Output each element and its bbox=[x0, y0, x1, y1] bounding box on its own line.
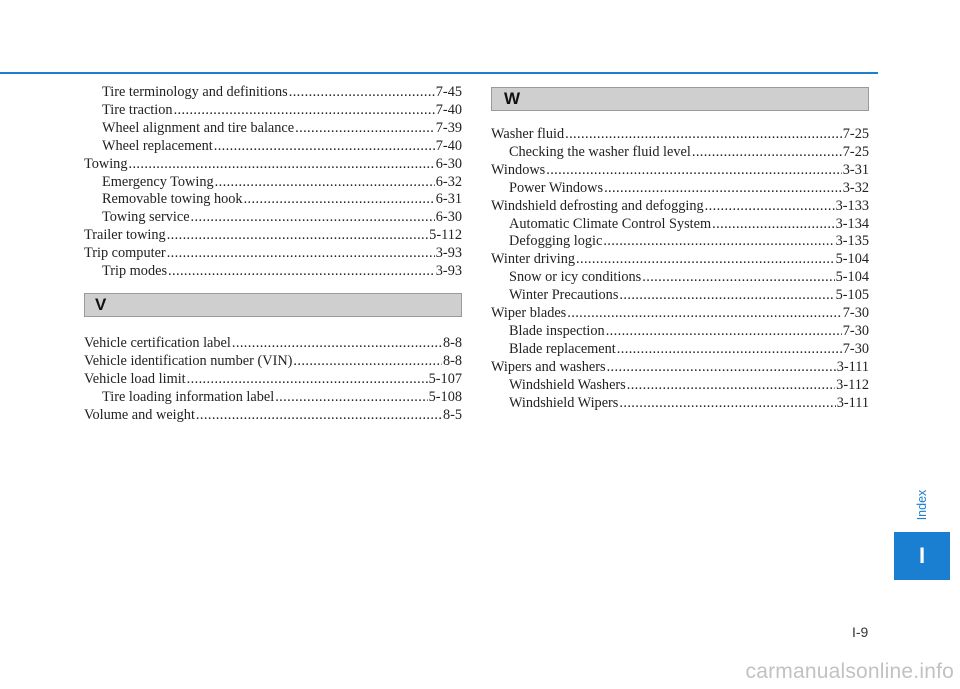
dot-leader bbox=[692, 144, 842, 162]
dot-leader bbox=[293, 353, 442, 371]
section-header-w bbox=[491, 87, 869, 111]
index-entry bbox=[84, 227, 462, 245]
entry-page-number: 3-93 bbox=[435, 245, 462, 262]
entry-text: Wipers and washers bbox=[491, 358, 606, 375]
index-subentry bbox=[84, 138, 462, 156]
entry-text: Towing service bbox=[102, 209, 190, 226]
entry-text: Blade inspection bbox=[509, 322, 605, 339]
side-tab-index[interactable] bbox=[894, 532, 950, 580]
entry-page-number: 7-45 bbox=[435, 84, 462, 100]
entry-page-number: 7-40 bbox=[435, 101, 462, 118]
index-entry bbox=[84, 407, 462, 425]
dot-leader bbox=[275, 389, 427, 407]
entry-text: Trip modes bbox=[102, 263, 168, 280]
index-subentry bbox=[84, 84, 462, 102]
page-number: I-9 bbox=[852, 624, 869, 640]
dot-leader bbox=[619, 287, 834, 305]
dot-leader bbox=[168, 263, 435, 281]
section-header-v bbox=[84, 293, 462, 317]
side-tab-label-text: Index bbox=[915, 489, 929, 521]
entry-page-number: 3-31 bbox=[842, 161, 869, 178]
entry-page-number: 5-108 bbox=[428, 388, 462, 405]
index-subentry bbox=[491, 269, 869, 287]
index-subentry bbox=[84, 389, 462, 407]
entry-text: Winter driving bbox=[491, 251, 575, 268]
entry-page-number: 8-8 bbox=[442, 352, 462, 369]
dot-leader bbox=[289, 84, 435, 102]
dot-leader bbox=[196, 407, 442, 425]
dot-leader bbox=[603, 233, 834, 251]
entry-text: Defogging logic bbox=[509, 233, 603, 250]
entry-page-number: 3-133 bbox=[835, 197, 869, 214]
dot-leader bbox=[567, 305, 842, 323]
entry-page-number: 5-107 bbox=[428, 370, 462, 387]
entry-text: Tire loading information label bbox=[102, 388, 275, 405]
entry-text: Vehicle identification number (VIN) bbox=[84, 352, 293, 369]
entry-page-number: 3-32 bbox=[842, 179, 869, 196]
entry-page-number: 7-30 bbox=[842, 322, 869, 339]
watermark: carmanualsonline.info bbox=[745, 660, 954, 683]
entry-page-number: 5-104 bbox=[835, 251, 869, 268]
index-entry bbox=[491, 305, 869, 323]
dot-leader bbox=[617, 341, 842, 359]
entry-page-number: 7-25 bbox=[842, 126, 869, 142]
entry-text: Snow or icy conditions bbox=[509, 269, 642, 286]
entry-page-number: 8-5 bbox=[442, 406, 462, 423]
index-entry bbox=[491, 359, 869, 377]
entry-page-number: 7-25 bbox=[842, 143, 869, 160]
dot-leader bbox=[627, 377, 835, 395]
entry-text: Trailer towing bbox=[84, 227, 166, 244]
entry-text: Blade replacement bbox=[509, 340, 616, 357]
index-entry bbox=[84, 335, 462, 353]
entry-page-number: 5-112 bbox=[429, 227, 462, 244]
entry-text: Volume and weight bbox=[84, 406, 195, 423]
entry-page-number: 6-30 bbox=[435, 209, 462, 226]
dot-leader bbox=[191, 209, 435, 227]
index-list-v bbox=[84, 335, 462, 425]
index-entry bbox=[84, 353, 462, 371]
entry-text: Vehicle certification label bbox=[84, 334, 231, 351]
entry-page-number: 6-31 bbox=[435, 191, 462, 208]
index-subentry bbox=[84, 102, 462, 120]
entry-page-number: 3-135 bbox=[835, 233, 869, 250]
dot-leader bbox=[174, 102, 435, 120]
section-letter-v: V bbox=[95, 294, 107, 314]
dot-leader bbox=[642, 269, 834, 287]
dot-leader bbox=[619, 395, 835, 413]
index-entry bbox=[491, 198, 869, 216]
entry-text: Washer fluid bbox=[491, 126, 565, 142]
entry-text: Windshield Wipers bbox=[509, 394, 619, 411]
entry-text: Trip computer bbox=[84, 245, 166, 262]
index-entry bbox=[84, 245, 462, 263]
entry-page-number: 7-39 bbox=[435, 119, 462, 136]
index-entry bbox=[491, 126, 869, 144]
index-subentry bbox=[491, 233, 869, 251]
dot-leader bbox=[187, 371, 428, 389]
entry-page-number: 3-134 bbox=[835, 215, 869, 232]
index-column-left bbox=[84, 84, 462, 425]
dot-leader bbox=[128, 156, 434, 174]
entry-text: Automatic Climate Control System bbox=[509, 215, 712, 232]
dot-leader bbox=[244, 191, 435, 209]
entry-text: Wheel replacement bbox=[102, 137, 213, 154]
index-subentry bbox=[84, 263, 462, 281]
dot-leader bbox=[214, 138, 435, 156]
entry-page-number: 7-30 bbox=[842, 340, 869, 357]
entry-page-number: 7-30 bbox=[842, 305, 869, 322]
entry-page-number: 8-8 bbox=[442, 334, 462, 351]
entry-page-number: 6-32 bbox=[435, 173, 462, 190]
index-entry bbox=[491, 251, 869, 269]
entry-text: Tire terminology and definitions bbox=[102, 84, 288, 100]
entry-page-number: 3-111 bbox=[836, 358, 869, 375]
side-tab-label bbox=[894, 480, 950, 530]
index-subentry bbox=[491, 341, 869, 359]
side-tab-letter: I bbox=[918, 543, 926, 568]
index-subentry bbox=[491, 377, 869, 395]
section-letter-w: W bbox=[504, 89, 521, 108]
entry-text: Checking the washer fluid level bbox=[509, 143, 691, 160]
entry-text: Windows bbox=[491, 161, 546, 178]
entry-text: Towing bbox=[84, 155, 128, 172]
index-column-right bbox=[491, 84, 869, 413]
entry-page-number: 6-30 bbox=[435, 155, 462, 172]
index-subentry bbox=[491, 287, 869, 305]
dot-leader bbox=[712, 216, 835, 234]
dot-leader bbox=[565, 126, 842, 144]
dot-leader bbox=[215, 174, 435, 192]
entry-text: Wheel alignment and tire balance bbox=[102, 119, 295, 136]
entry-text: Vehicle load limit bbox=[84, 370, 186, 387]
index-subentry bbox=[491, 323, 869, 341]
index-entry bbox=[491, 162, 869, 180]
index-subentry bbox=[84, 209, 462, 227]
entry-text: Windshield Washers bbox=[509, 376, 626, 393]
index-subentry bbox=[84, 191, 462, 209]
dot-leader bbox=[705, 198, 835, 216]
index-subentry bbox=[491, 144, 869, 162]
entry-text: Tire traction bbox=[102, 101, 173, 118]
entry-text: Windshield defrosting and defogging bbox=[491, 197, 704, 214]
index-subentry bbox=[491, 216, 869, 234]
index-entry bbox=[84, 156, 462, 174]
index-list-w bbox=[491, 126, 869, 413]
dot-leader bbox=[546, 162, 842, 180]
dot-leader bbox=[232, 335, 442, 353]
entry-page-number: 5-104 bbox=[835, 269, 869, 286]
index-subentry bbox=[84, 174, 462, 192]
dot-leader bbox=[295, 120, 435, 138]
index-subentry bbox=[84, 120, 462, 138]
entry-page-number: 3-93 bbox=[435, 263, 462, 280]
entry-text: Winter Precautions bbox=[509, 287, 619, 304]
entry-page-number: 5-105 bbox=[835, 287, 869, 304]
index-list-t bbox=[84, 84, 462, 281]
index-entry bbox=[84, 371, 462, 389]
dot-leader bbox=[606, 323, 842, 341]
dot-leader bbox=[604, 180, 842, 198]
dot-leader bbox=[167, 227, 428, 245]
dot-leader bbox=[607, 359, 836, 377]
dot-leader bbox=[167, 245, 435, 263]
entry-page-number: 3-112 bbox=[836, 376, 869, 393]
dot-leader bbox=[576, 251, 835, 269]
entry-text: Emergency Towing bbox=[102, 173, 214, 190]
entry-page-number: 3-111 bbox=[836, 394, 869, 411]
entry-page-number: 7-40 bbox=[435, 137, 462, 154]
entry-text: Power Windows bbox=[509, 179, 604, 196]
entry-text: Wiper blades bbox=[491, 305, 567, 322]
index-subentry bbox=[491, 180, 869, 198]
entry-text: Removable towing hook bbox=[102, 191, 243, 208]
top-rule bbox=[0, 72, 878, 74]
index-subentry bbox=[491, 395, 869, 413]
